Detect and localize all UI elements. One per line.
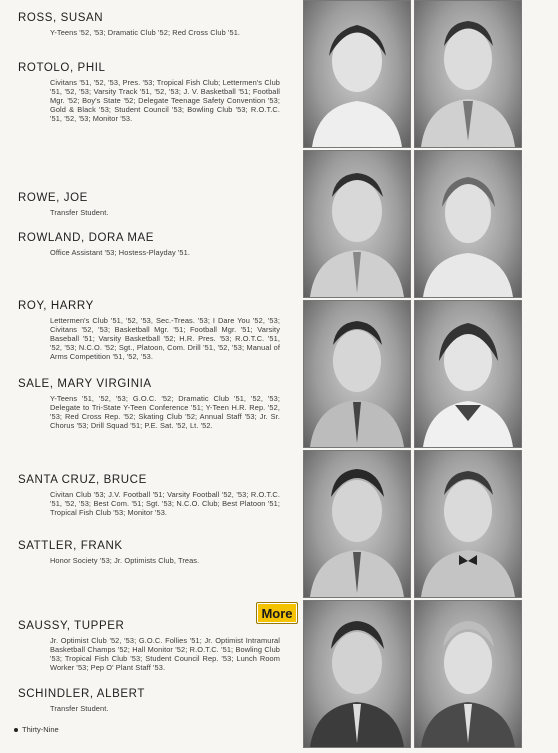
portrait-image [415,451,521,597]
student-name: SANTA CRUZ, BRUCE [18,474,147,486]
student-entry-santa-cruz [18,474,280,517]
student-entry-schindler [18,688,280,713]
portrait-schindler [414,600,522,748]
portrait-sale [414,300,522,448]
portrait-image [304,1,410,147]
portrait-sattler [414,450,522,598]
portrait-santa-cruz [303,450,411,598]
student-activities: Civitans '51, '52, '53, Pres. '53; Tropical Fish Club; Lettermen's Club '51, '52, '53; Varsity Track '51, '52, '53; J. V. Basketball '51; Football Mgr. '52; Boy's State '52; Delegate Teenage Safety Convention '53; Gold & Black '53; Student Council '53; Bowling Club '53; R.O.T.C. '51, '52, '53; Monitor '53. [50,78,280,124]
student-entry-rowland [18,232,280,257]
student-entry-roy [18,300,280,361]
portrait-image [415,151,521,297]
student-name: ROTOLO, PHIL [18,62,106,74]
portrait-image [415,301,521,447]
student-entry-sattler [18,540,280,565]
student-activities: Civitan Club '53; J.V. Football '51; Varsity Football '52, '53; R.O.T.C. '51, '52, '53; Best Com. '51; Sgt. '53; N.C.O. Club; Best Platoon '51; Tropical Fish Club '53; Monitor '53. [50,490,280,518]
student-name: ROY, HARRY [18,300,94,312]
portrait-rotolo [414,0,522,148]
page-footer [14,725,59,734]
portrait-image [304,451,410,597]
portrait-roy [303,300,411,448]
portrait-saussy [303,600,411,748]
portrait-rowe [303,150,411,298]
student-entry-rotolo [18,62,280,123]
student-activities: Y-Teens '51, '52, '53; G.O.C. '52; Dramatic Club '51, '52, '53; Delegate to Tri-State Y-Teen Conference '51; Y-Teen H.R. Rep. '52, '53; Red Cross Rep. '52; Skating Club '52; Annual Staff '53; Jr. Sr. Chorus '53; Drill Squad '51; P.E. Sat. '52, Lt. '52. [50,394,280,431]
student-activities: Y-Teens '52, '53; Dramatic Club '52; Red Cross Club '51. [50,28,241,37]
student-entry-ross [18,12,280,37]
portrait-rowland [414,150,522,298]
portrait-image [415,1,521,147]
student-activities: Office Assistant '53; Hostess-Playday '51. [50,248,190,257]
student-activities: Lettermen's Club '51, '52, '53, Sec.-Treas. '53; I Dare You '52, '53; Civitans '52, '53; Basketball Mgr. '51; Football Mgr. '51; Varsity Baseball '51; Varsity Basketball '52; H.R. Pres. '53; R.O.T.C. '51, '52, '53; N.C.O. '52; Sgt., Platoon, Com. Drill '51, '52, '53; Manual of Arms Competition '51, '52, '53. [50,316,280,362]
student-activities: Jr. Optimist Club '52, '53; G.O.C. Follies '51; Jr. Optimist Intramural Basketball Champs '52; Hall Monitor '52; R.O.T.C. '51; Bowling Club '53; Tropical Fish Club '53; Student Council Rep. '53; Lunch Room Worker '53; Pep O' Plant Staff '53. [50,636,280,673]
student-entry-sale [18,378,280,430]
portrait-image [415,601,521,747]
student-activities: Honor Society '53; Jr. Optimists Club, Treas. [50,556,200,565]
student-entry-saussy [18,620,280,672]
student-entry-rowe [18,192,280,217]
student-name: SAUSSY, TUPPER [18,620,125,632]
more-button[interactable]: More [256,602,298,624]
student-name: SCHINDLER, ALBERT [18,688,145,700]
student-name: ROSS, SUSAN [18,12,104,24]
student-name: SALE, MARY VIRGINIA [18,378,152,390]
student-name: ROWE, JOE [18,192,88,204]
portrait-image [304,601,410,747]
student-activities: Transfer Student. [50,704,109,713]
portrait-image [304,301,410,447]
portrait-image [304,151,410,297]
student-name: ROWLAND, DORA MAE [18,232,155,244]
bullet-icon [14,728,18,732]
student-activities: Transfer Student. [50,208,109,217]
portrait-ross [303,0,411,148]
page-number: Thirty-Nine [22,725,59,734]
student-name: SATTLER, FRANK [18,540,123,552]
